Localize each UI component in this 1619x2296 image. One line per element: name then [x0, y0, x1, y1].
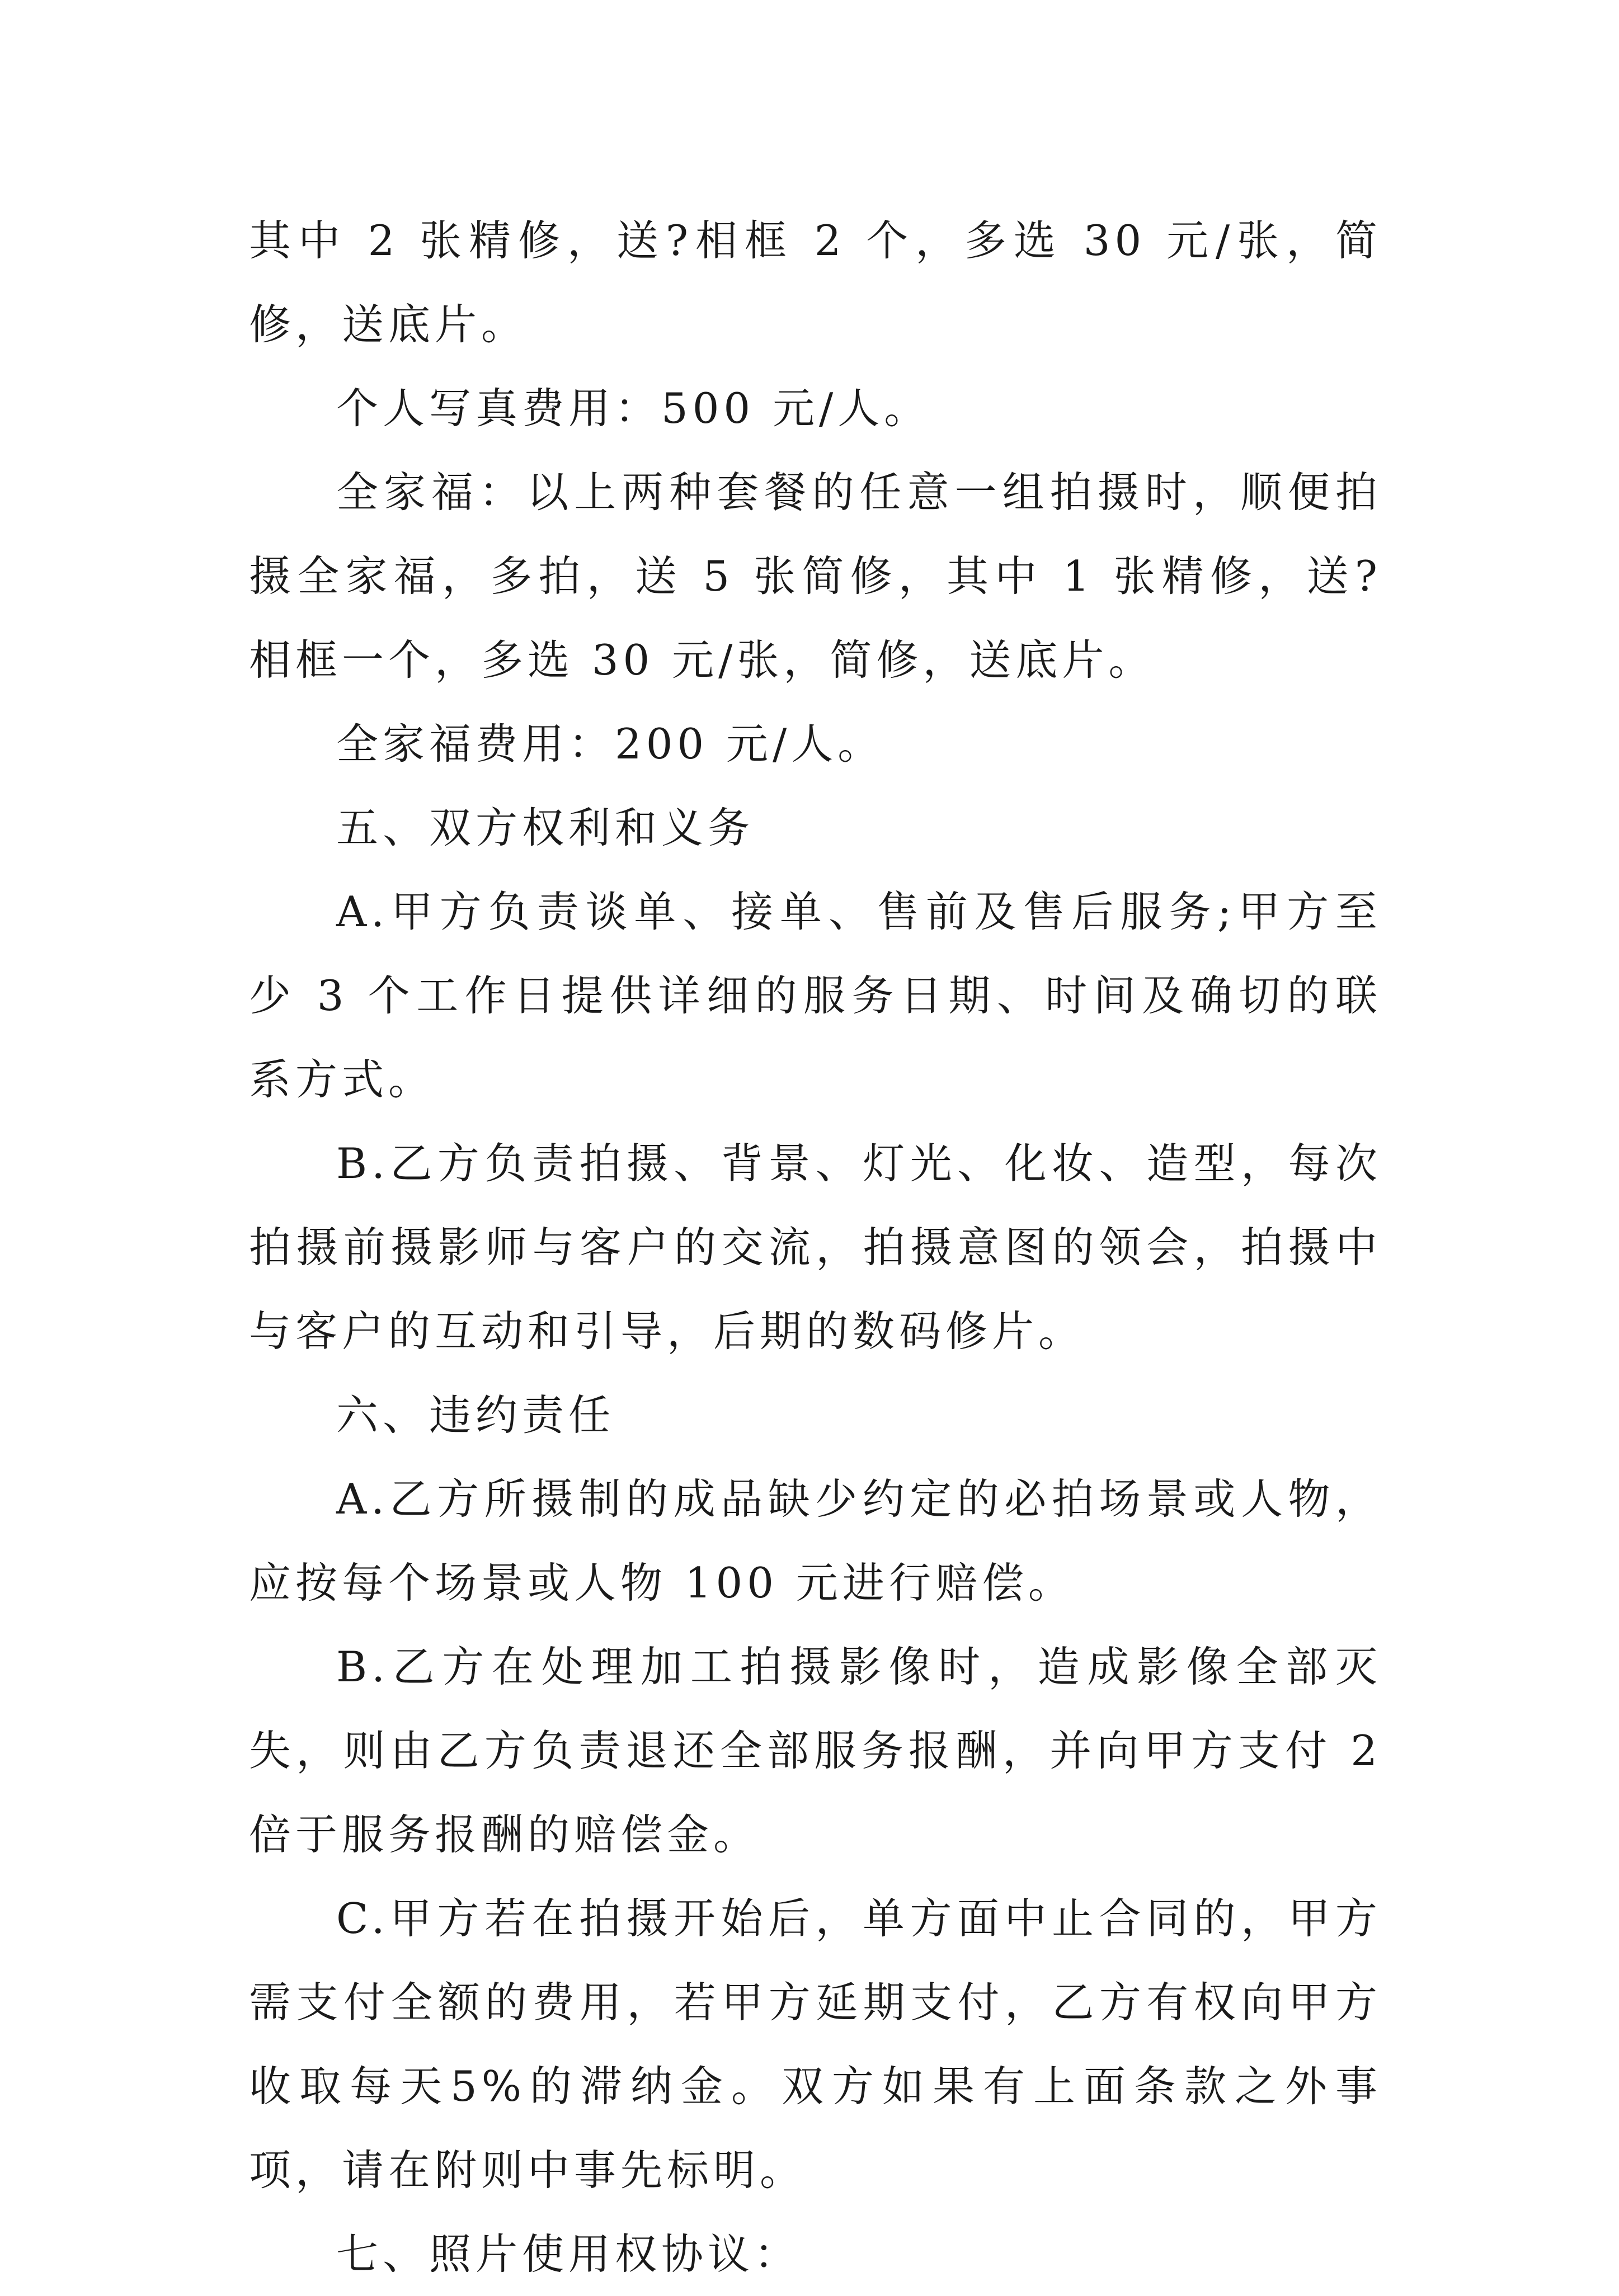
section-heading-rights-obligations: 五、双方权利和义务 — [336, 803, 755, 852]
section-heading-breach-liability: 六、违约责任 — [336, 1390, 615, 1440]
paragraph-continuation: 其中 2 张精修，送?相框 2 个，多选 30 元/张，简修，送底片。 — [249, 216, 1382, 349]
document-page — [249, 199, 1382, 2296]
paragraph-breach-a: A.乙方所摄制的成品缺少约定的必拍场景或人物，应按每个场景或人物 100 元进行赔偿。 — [249, 1474, 1382, 1607]
section-heading-photo-usage-rights: 七、照片使用权协议： — [336, 2229, 801, 2279]
paragraph-breach-c: C.甲方若在拍摄开始后，单方面中止合同的，甲方需支付全额的费用，若甲方延期支付，乙方有权向甲方收取每天5%的滞纳金。双方如果有上面条款之外事项，请在附则中事先标明。 — [249, 1894, 1382, 2195]
paragraph-family-photo: 全家福：以上两种套餐的任意一组拍摄时，顺便拍摄全家福，多拍，送 5 张简修，其中 1 张精修，送?相框一个，多选 30 元/张，简修，送底片。 — [249, 468, 1382, 685]
paragraph-family-photo-fee: 全家福费用：200 元/人。 — [336, 719, 884, 769]
paragraph-breach-b: B.乙方在处理加工拍摄影像时，造成影像全部灭失，则由乙方负责退还全部服务报酬，并向甲方支付 2 倍于服务报酬的赔偿金。 — [249, 1642, 1382, 1859]
paragraph-party-a-duties: A.甲方负责谈单、接单、售前及售后服务;甲方至少 3 个工作日提供详细的服务日期、时间及确切的联系方式。 — [249, 887, 1382, 1104]
paragraph-portrait-fee: 个人写真费用：500 元/人。 — [336, 384, 931, 433]
paragraph-party-b-duties: B.乙方负责拍摄、背景、灯光、化妆、造型，每次拍摄前摄影师与客户的交流，拍摄意图的领会，拍摄中与客户的互动和引导，后期的数码修片。 — [249, 1139, 1382, 1356]
